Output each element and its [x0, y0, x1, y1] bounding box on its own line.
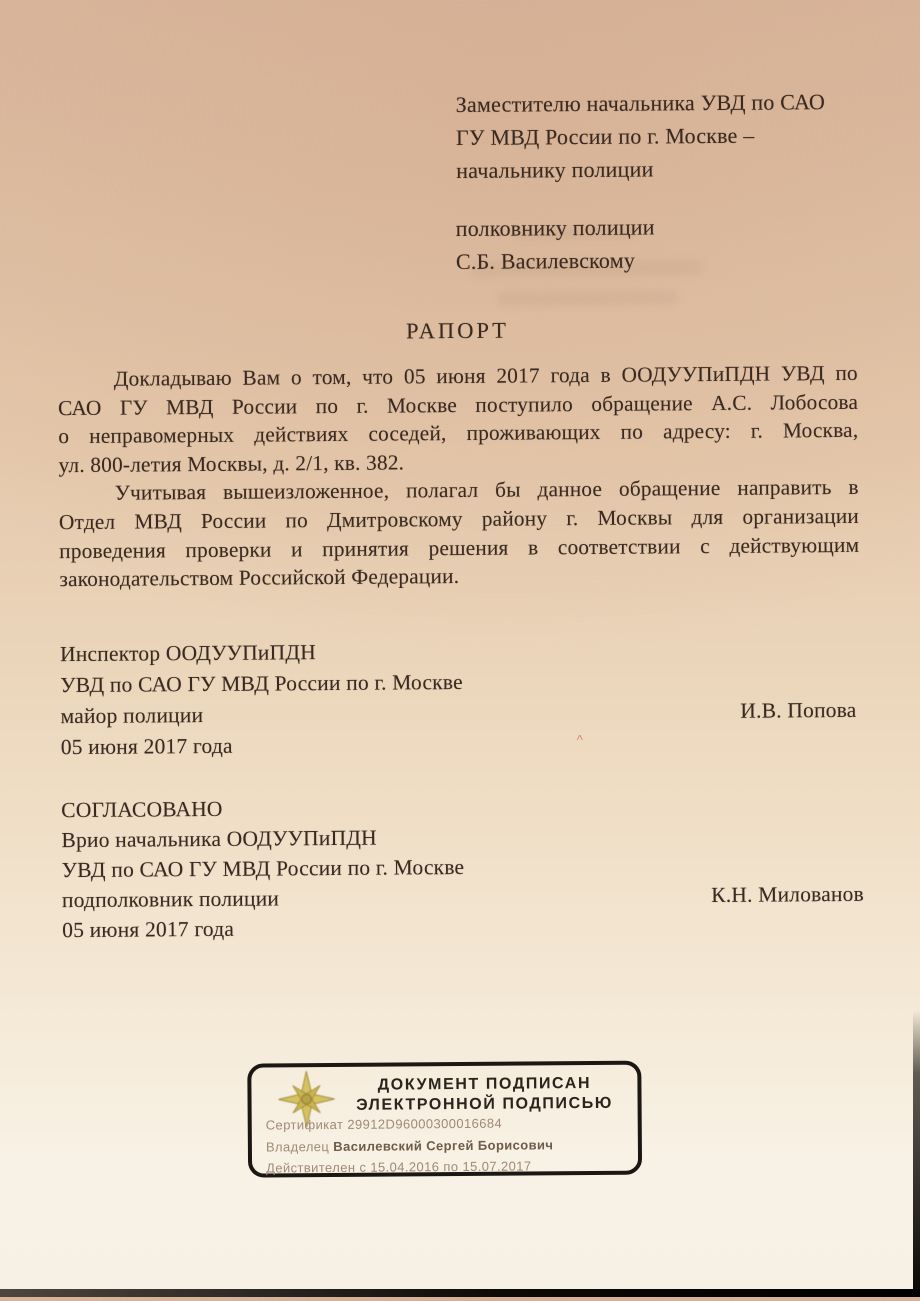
photo-edge-right: [913, 1010, 920, 1297]
photo-edge-bottom: [0, 1289, 920, 1297]
addressee-rank: полковнику полиции: [455, 214, 655, 242]
signer-position: Инспектор ООДУУПиПДН: [59, 640, 317, 667]
body-line: о неправомерных действиях соседей, проживающих по адресу: г. Москва,: [58, 418, 859, 449]
approver-name: К.Н. Милованов: [711, 881, 865, 908]
addressee-name: С.Б. Василевскому: [455, 247, 636, 275]
approval-block: [61, 789, 864, 945]
body-line: проведения проверки и принятия решения в соответствии с действующим: [59, 532, 860, 563]
signature-date: 05 июня 2017 года: [60, 733, 233, 760]
recipient-block: [456, 85, 826, 187]
approver-rank: подполковник полиции: [61, 886, 280, 913]
bleed-through-artifact: [517, 227, 637, 240]
bleed-through-artifact: [497, 290, 677, 305]
body-line: ул. 800-летия Москвы, д. 2/1, кв. 382.: [58, 450, 405, 477]
approval-date: 05 июня 2017 года: [62, 916, 235, 943]
body-line: Докладываю Вам о том, что 05 июня 2017 года в ООДУУПиПДН УВД по: [113, 360, 858, 391]
signer-name: И.В. Попова: [740, 697, 857, 723]
body-line: Учитывая вышеизложенное, полагал бы данное обращение направить в: [114, 475, 859, 506]
scan-artifact: ^: [576, 732, 583, 748]
approver-position: Врио начальника ООДУУПиПДН: [61, 825, 377, 853]
stamp-title-line: ЭЛЕКТРОННОЙ ПОДПИСЬЮ: [356, 1094, 613, 1114]
certificate-line: Сертификат 29912D96000300016684: [265, 1115, 503, 1133]
signer-rank: майор полиции: [60, 703, 204, 729]
stamp-details: [266, 1112, 554, 1179]
esign-stamp: [247, 1061, 642, 1178]
body-line: Отдел МВД России по Дмитровскому району г. Москвы для организации: [58, 503, 860, 535]
body-line: законодательством Российской Федерации.: [59, 564, 460, 592]
bleed-through-artifact: [472, 260, 702, 277]
report-body: [58, 359, 860, 594]
owner-line: Владелец Василевский Сергей Борисович: [265, 1136, 554, 1155]
approval-label: СОГЛАСОВАНО: [61, 796, 223, 823]
recipient-line: ГУ МВД России по г. Москве –: [455, 122, 755, 151]
approver-position: УВД по САО ГУ МВД России по г. Москве: [61, 854, 465, 883]
recipient-line: начальнику полиции: [456, 156, 654, 184]
stamp-title: [337, 1074, 631, 1116]
report-title: РАПОРТ: [405, 317, 510, 344]
inspector-signature-block: [60, 633, 863, 763]
stamp-title-line: ДОКУМЕНТ ПОДПИСАН: [377, 1074, 592, 1094]
validity-line: Действителен с 15.04.2016 по 15.07.2017: [266, 1158, 532, 1176]
signer-position: УВД по САО ГУ МВД России по г. Москве: [60, 669, 463, 698]
body-line: САО ГУ МВД России по г. Москве поступило обращение А.С. Лобосова: [58, 389, 859, 420]
recipient-line: Заместителю начальника УВД по САО: [455, 89, 826, 118]
